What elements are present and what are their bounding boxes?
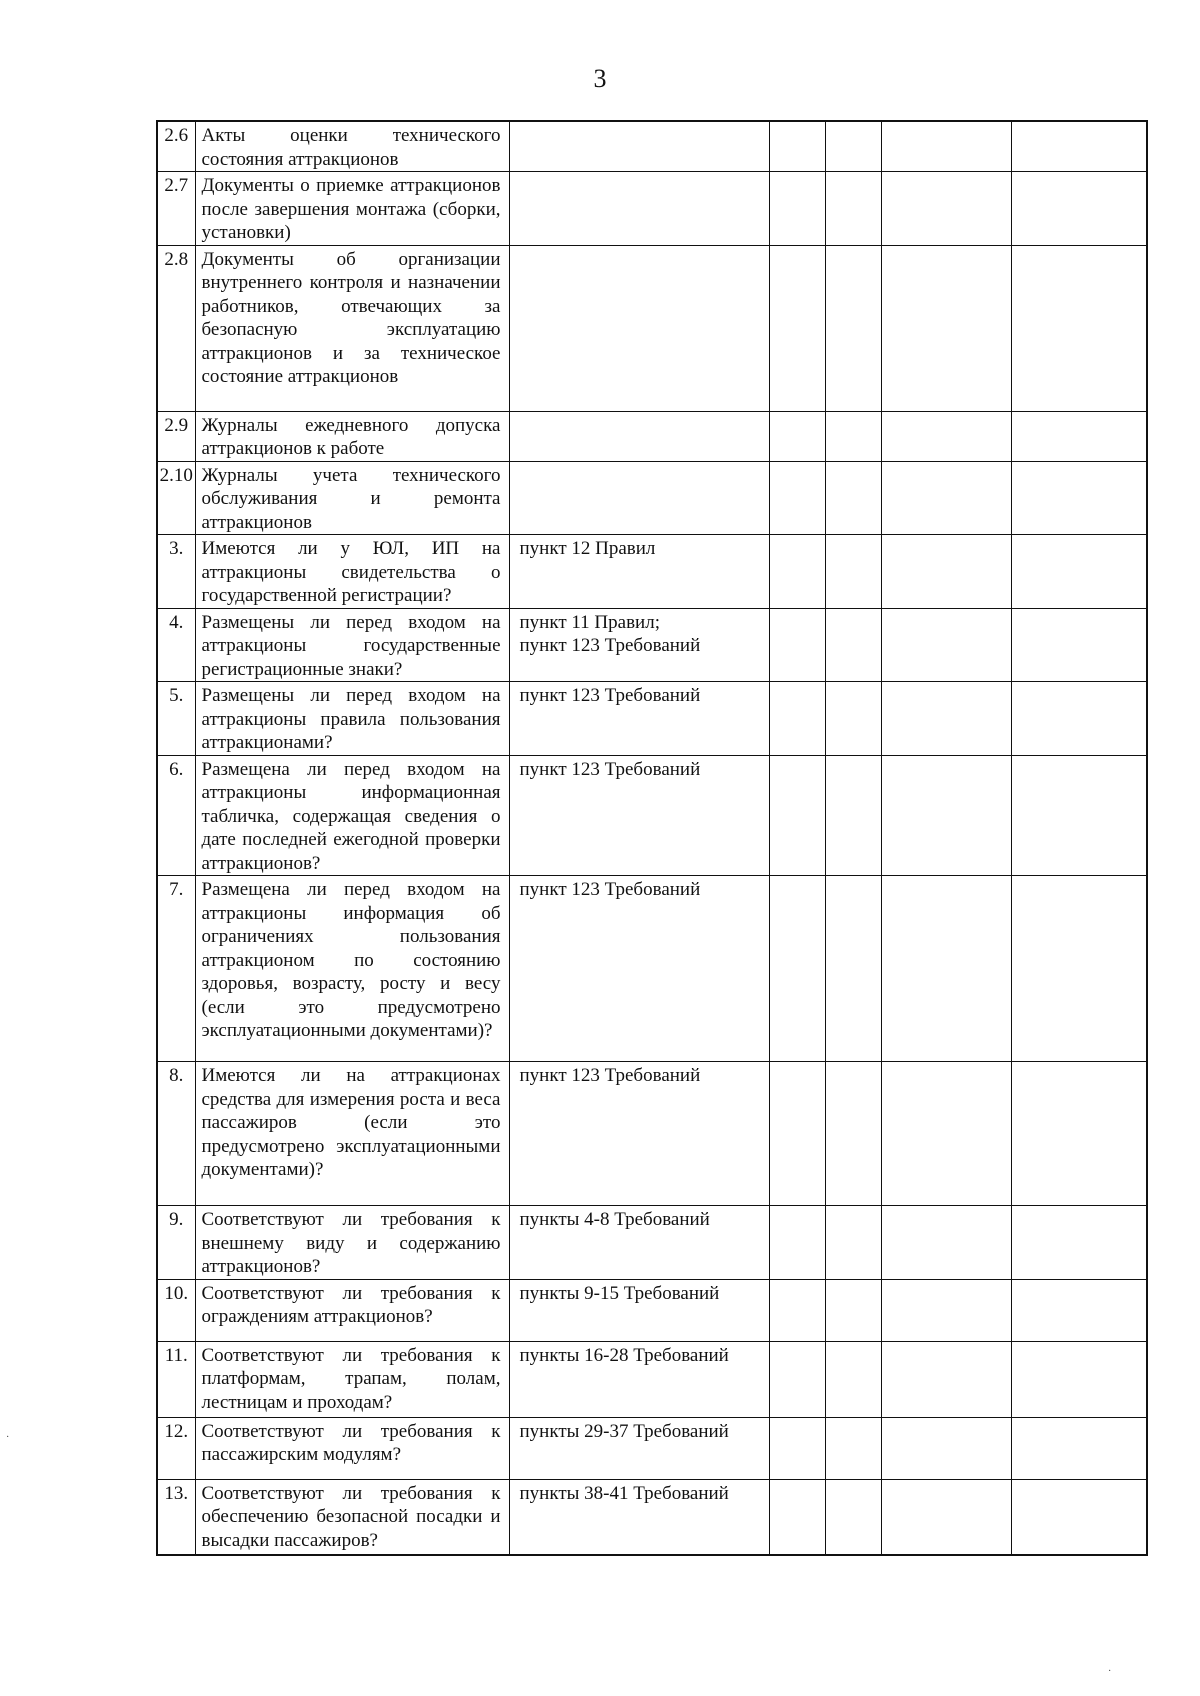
answer-cell[interactable] [825, 682, 881, 756]
answer-cell[interactable] [825, 245, 881, 411]
answer-cell[interactable] [1011, 1279, 1147, 1341]
answer-cell[interactable] [769, 245, 825, 411]
table-row [157, 1206, 1147, 1280]
question-text: Журналы учета технического обслуживания и ремонта аттракционов [195, 461, 509, 535]
reference-text: пункты 9-15 Требований [509, 1279, 769, 1341]
answer-cell[interactable] [881, 1341, 1011, 1417]
answer-cell[interactable] [825, 1206, 881, 1280]
reference-text: пункт 123 Требований [509, 1062, 769, 1206]
answer-cell[interactable] [769, 1417, 825, 1479]
answer-cell[interactable] [881, 1479, 1011, 1555]
checklist-table [156, 120, 1148, 1556]
answer-cell[interactable] [769, 608, 825, 682]
answer-cell[interactable] [769, 121, 825, 172]
answer-cell[interactable] [825, 1417, 881, 1479]
row-number: 13. [157, 1479, 195, 1555]
answer-cell[interactable] [1011, 1417, 1147, 1479]
question-text: Размещена ли перед входом на аттракционы информационная табличка, содержащая сведения о дате последней ежегодной проверки аттракционов? [195, 755, 509, 876]
answer-cell[interactable] [825, 755, 881, 876]
answer-cell[interactable] [881, 411, 1011, 461]
answer-cell[interactable] [769, 876, 825, 1062]
answer-cell[interactable] [825, 1479, 881, 1555]
table-row [157, 411, 1147, 461]
answer-cell[interactable] [825, 876, 881, 1062]
answer-cell[interactable] [769, 1279, 825, 1341]
answer-cell[interactable] [769, 411, 825, 461]
row-number: 3. [157, 535, 195, 609]
answer-cell[interactable] [769, 755, 825, 876]
row-number: 5. [157, 682, 195, 756]
answer-cell[interactable] [881, 535, 1011, 609]
answer-cell[interactable] [1011, 1479, 1147, 1555]
answer-cell[interactable] [769, 172, 825, 246]
question-text: Соответствуют ли требования к внешнему виду и содержанию аттракционов? [195, 1206, 509, 1280]
answer-cell[interactable] [1011, 461, 1147, 535]
answer-cell[interactable] [881, 1279, 1011, 1341]
answer-cell[interactable] [825, 1279, 881, 1341]
row-number: 10. [157, 1279, 195, 1341]
answer-cell[interactable] [881, 1417, 1011, 1479]
answer-cell[interactable] [881, 172, 1011, 246]
row-number: 11. [157, 1341, 195, 1417]
answer-cell[interactable] [1011, 876, 1147, 1062]
row-number: 2.6 [157, 121, 195, 172]
reference-text: пункт 123 Требований [509, 682, 769, 756]
answer-cell[interactable] [825, 172, 881, 246]
answer-cell[interactable] [825, 1341, 881, 1417]
table-row [157, 755, 1147, 876]
page-number: 3 [593, 64, 607, 93]
question-text: Документы о приемке аттракционов после завершения монтажа (сборки, установки) [195, 172, 509, 246]
answer-cell[interactable] [881, 755, 1011, 876]
table-row [157, 608, 1147, 682]
row-number: 2.8 [157, 245, 195, 411]
answer-cell[interactable] [1011, 1206, 1147, 1280]
question-text: Соответствуют ли требования к платформам, трапам, полам, лестницам и проходам? [195, 1341, 509, 1417]
answer-cell[interactable] [881, 682, 1011, 756]
reference-text: пункты 16-28 Требований [509, 1341, 769, 1417]
answer-cell[interactable] [1011, 682, 1147, 756]
answer-cell[interactable] [769, 1062, 825, 1206]
answer-cell[interactable] [1011, 608, 1147, 682]
answer-cell[interactable] [825, 411, 881, 461]
table-row [157, 121, 1147, 172]
row-number: 2.9 [157, 411, 195, 461]
answer-cell[interactable] [1011, 172, 1147, 246]
question-text: Имеются ли у ЮЛ, ИП на аттракционы свидетельства о государственной регистрации? [195, 535, 509, 609]
answer-cell[interactable] [769, 1341, 825, 1417]
answer-cell[interactable] [1011, 755, 1147, 876]
answer-cell[interactable] [769, 461, 825, 535]
answer-cell[interactable] [1011, 1062, 1147, 1206]
question-text: Акты оценки технического состояния аттракционов [195, 121, 509, 172]
answer-cell[interactable] [825, 461, 881, 535]
reference-text [509, 245, 769, 411]
row-number: 4. [157, 608, 195, 682]
reference-text [509, 172, 769, 246]
answer-cell[interactable] [825, 608, 881, 682]
question-text: Имеются ли на аттракционах средства для измерения роста и веса пассажиров (если это предусмотрено эксплуатационными документами)? [195, 1062, 509, 1206]
table-row [157, 1062, 1147, 1206]
table-row [157, 245, 1147, 411]
answer-cell[interactable] [881, 1206, 1011, 1280]
answer-cell[interactable] [825, 121, 881, 172]
answer-cell[interactable] [1011, 1341, 1147, 1417]
question-text: Журналы ежедневного допуска аттракционов к работе [195, 411, 509, 461]
answer-cell[interactable] [769, 1206, 825, 1280]
table-row [157, 172, 1147, 246]
reference-text [509, 411, 769, 461]
table-row [157, 1479, 1147, 1555]
reference-text: пункты 4-8 Требований [509, 1206, 769, 1280]
reference-text: пункт 12 Правил [509, 535, 769, 609]
row-number: 7. [157, 876, 195, 1062]
question-text: Документы об организации внутреннего контроля и назначении работников, отвечающих за безопасную эксплуатацию аттракционов и за техническое состояние аттракционов [195, 245, 509, 411]
question-text: Соответствуют ли требования к пассажирским модулям? [195, 1417, 509, 1479]
answer-cell[interactable] [881, 461, 1011, 535]
question-text: Размещены ли перед входом на аттракционы правила пользования аттракционами? [195, 682, 509, 756]
table-row [157, 461, 1147, 535]
answer-cell[interactable] [881, 1062, 1011, 1206]
table-row [157, 876, 1147, 1062]
reference-text [509, 121, 769, 172]
answer-cell[interactable] [1011, 535, 1147, 609]
question-text: Соответствуют ли требования к ограждениям аттракционов? [195, 1279, 509, 1341]
reference-text: пункты 29-37 Требований [509, 1417, 769, 1479]
reference-text: пункт 11 Правил; пункт 123 Требований [509, 608, 769, 682]
row-number: 9. [157, 1206, 195, 1280]
table-row [157, 1279, 1147, 1341]
answer-cell[interactable] [881, 121, 1011, 172]
answer-cell[interactable] [881, 608, 1011, 682]
answer-cell[interactable] [1011, 411, 1147, 461]
scan-mark: · [6, 1432, 10, 1443]
row-number: 8. [157, 1062, 195, 1206]
reference-text: пункт 123 Требований [509, 876, 769, 1062]
row-number: 6. [157, 755, 195, 876]
row-number: 12. [157, 1417, 195, 1479]
answer-cell[interactable] [825, 1062, 881, 1206]
row-number: 2.10 [157, 461, 195, 535]
answer-cell[interactable] [1011, 245, 1147, 411]
row-number: 2.7 [157, 172, 195, 246]
answer-cell[interactable] [769, 1479, 825, 1555]
scan-mark: · [1108, 1666, 1112, 1677]
answer-cell[interactable] [881, 245, 1011, 411]
question-text: Размещена ли перед входом на аттракционы информация об ограничениях пользования аттракционом по состоянию здоровья, возрасту, росту и весу (если это предусмотрено эксплуатационными документами)? [195, 876, 509, 1062]
reference-text: пункты 38-41 Требований [509, 1479, 769, 1555]
table-row [157, 682, 1147, 756]
reference-text: пункт 123 Требований [509, 755, 769, 876]
answer-cell[interactable] [769, 682, 825, 756]
answer-cell[interactable] [1011, 121, 1147, 172]
answer-cell[interactable] [881, 876, 1011, 1062]
answer-cell[interactable] [769, 535, 825, 609]
question-text: Размещены ли перед входом на аттракционы государственные регистрационные знаки? [195, 608, 509, 682]
reference-text [509, 461, 769, 535]
table-row [157, 1417, 1147, 1479]
table-row [157, 535, 1147, 609]
answer-cell[interactable] [825, 535, 881, 609]
question-text: Соответствуют ли требования к обеспечению безопасной посадки и высадки пассажиров? [195, 1479, 509, 1555]
table-row [157, 1341, 1147, 1417]
